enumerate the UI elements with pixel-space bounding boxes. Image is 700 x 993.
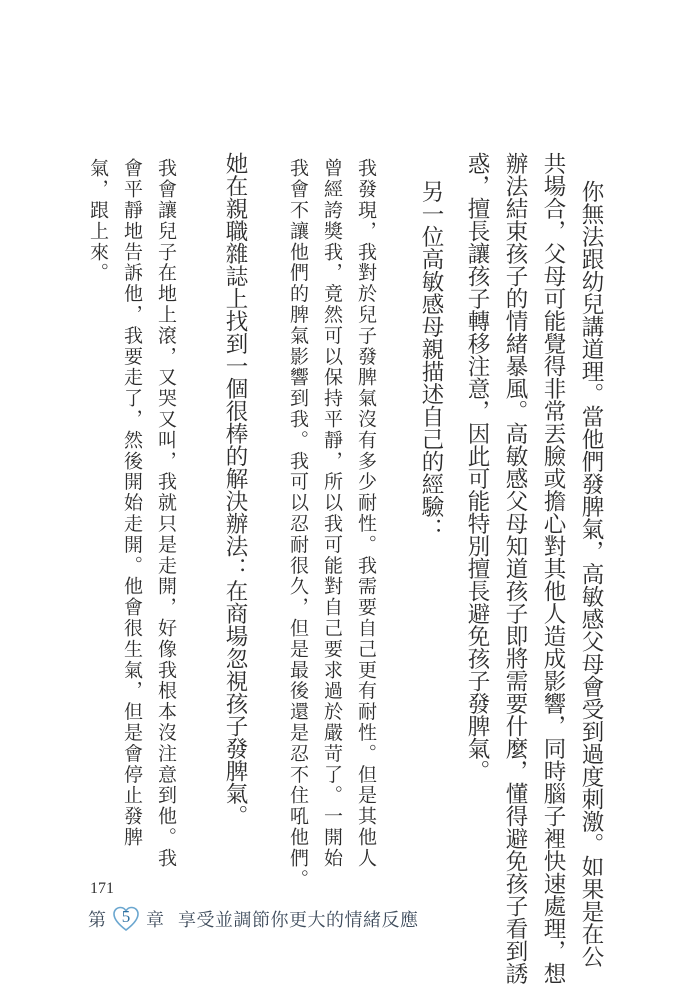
quote-column-1: 我發現，我對於兒子發脾氣沒有多少耐性。我需要自己更有耐性。但是其他人 <box>355 158 377 869</box>
text-column-3: 辦法結束孩子的情緒暴風。高敏感父母知道孩子即將需要什麼，懂得避免孩子看到誘 <box>502 152 528 985</box>
text-column-1: 你無法跟幼兒講道理。當他們發脾氣，高敏感父母會受到過度刺激。如果是在公 <box>578 180 604 968</box>
text-column-6: 她在親職雜誌上找到一個很棒的解決辦法：在商場忽視孩子發脾氣。 <box>222 152 248 827</box>
text-column-4: 惑，擅長讓孩子轉移注意，因此可能特別擅長避免孩子發脾氣。 <box>464 152 490 782</box>
page-number: 171 <box>90 880 114 897</box>
running-footer <box>88 905 419 933</box>
text-column-2: 共場合，父母可能覺得非常丟臉或擔心對其他人造成影響，同時腦子裡快速處理，想 <box>540 152 566 985</box>
heart-icon <box>112 905 140 933</box>
chapter-suffix: 章 <box>146 910 164 931</box>
quote-column-2: 曾經誇獎我，竟然可以保持平靜，所以我可能對自己要求過於嚴苛了。一開始 <box>321 158 343 869</box>
quote-column-4: 我會讓兒子在地上滾，又哭又叫，我就只是走開，好像我根本沒注意到他。我 <box>155 158 177 869</box>
chapter-prefix: 第 <box>88 910 106 931</box>
quote-column-3: 我會不讓他們的脾氣影響到我。我可以忍耐很久，但是最後還是忍不住吼他們。 <box>287 158 309 890</box>
text-column-5: 另一位高敏感母親描述自己的經驗： <box>418 180 444 540</box>
chapter-title: 享受並調節你更大的情緒反應 <box>178 910 419 931</box>
quote-column-6: 氣，跟上來。 <box>87 158 109 284</box>
quote-column-5: 會平靜地告訴他，我要走了，然後開始走開。他會很生氣，但是會停止發脾 <box>121 158 143 848</box>
chapter-number: 5 <box>121 907 131 926</box>
